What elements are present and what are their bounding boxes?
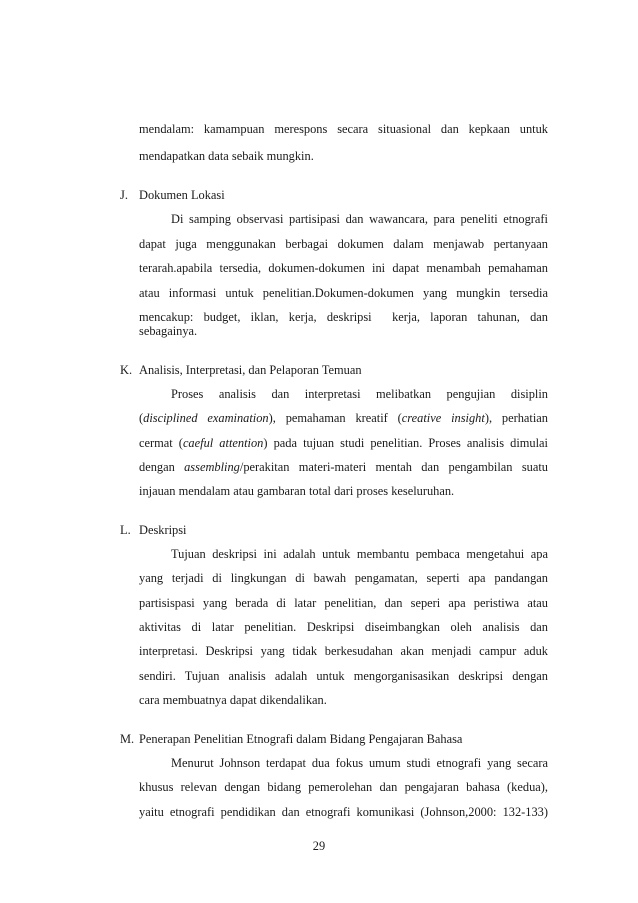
paragraph-line: atau informasi untuk penelitian.Dokumen-dokumen yang mungkin tersedia bbox=[139, 286, 548, 300]
paragraph-line: khusus relevan dengan bidang pemerolehan dan pengajaran bahasa (kedua), bbox=[139, 780, 548, 794]
section-title: Deskripsi bbox=[139, 523, 187, 537]
paragraph-line: Tujuan deskripsi ini adalah untuk membantu pembaca mengetahui apa bbox=[171, 547, 548, 561]
italic-term: assembling bbox=[184, 460, 240, 474]
paragraph-line: terarah.apabila tersedia, dokumen-dokumen ini dapat menambah pemahaman bbox=[139, 261, 548, 275]
paragraph-line: Menurut Johnson terdapat dua fokus umum studi etnografi yang secara bbox=[171, 756, 548, 770]
section-letter: K. bbox=[120, 363, 133, 377]
paragraph-line: Di samping observasi partisipasi dan wawancara, para peneliti etnografi bbox=[171, 212, 548, 226]
paragraph-line: interpretasi. Deskripsi yang tidak berkesudahan akan menjadi campur aduk bbox=[139, 644, 548, 658]
intro-line: mendapatkan data sebaik mungkin. bbox=[139, 149, 314, 163]
paragraph-line: sebagainya. bbox=[139, 324, 198, 338]
paragraph-line: yang terjadi di lingkungan di bawah pengamatan, seperti apa pandangan bbox=[139, 571, 548, 585]
paragraph-line: (disciplined examination), pemahaman kreatif (creative insight), perhatian bbox=[139, 411, 548, 425]
section-letter: M. bbox=[120, 732, 135, 746]
paragraph-line: Proses analisis dan interpretasi melibatkan pengujian disiplin bbox=[171, 387, 548, 401]
section-title: Dokumen Lokasi bbox=[139, 188, 225, 202]
section-letter: J. bbox=[120, 188, 128, 202]
paragraph-line: cermat (caeful attention) pada tujuan studi penelitian. Proses analisis dimulai bbox=[139, 436, 548, 450]
paragraph-line: partisispasi yang berada di latar penelitian, dan seperi apa peristiwa atau bbox=[139, 596, 548, 610]
paragraph-line: dengan assembling/perakitan materi-materi mentah dan pengambilan suatu bbox=[139, 460, 548, 474]
italic-term: caeful attention bbox=[182, 436, 264, 450]
paragraph-line: aktivitas di latar penelitian. Deskripsi diseimbangkan oleh analisis dan bbox=[139, 620, 548, 634]
section-heading-l bbox=[120, 522, 187, 538]
section-heading-m bbox=[120, 731, 462, 747]
section-heading-j bbox=[120, 187, 225, 203]
paragraph-line: dapat juga menggunakan berbagai dokumen dalam menjawab pertanyaan bbox=[139, 237, 548, 251]
paragraph-line: yaitu etnografi pendidikan dan etnografi komunikasi (Johnson,2000: 132-133) bbox=[139, 805, 548, 819]
italic-term: disciplined examination bbox=[143, 411, 269, 425]
section-letter: L. bbox=[120, 523, 131, 537]
section-heading-k bbox=[120, 362, 362, 378]
paragraph-line: cara membuatnya dapat dikendalikan. bbox=[139, 693, 327, 707]
intro-line: mendalam: kamampuan merespons secara situasional dan kepkaan untuk bbox=[139, 122, 548, 136]
paragraph-line: sendiri. Tujuan analisis adalah untuk mengorganisasikan deskripsi dengan bbox=[139, 669, 548, 683]
paragraph-line: injauan mendalam atau gambaran total dari proses keseluruhan. bbox=[139, 484, 455, 498]
italic-term: creative insight bbox=[401, 411, 485, 425]
section-title: Penerapan Penelitian Etnografi dalam Bidang Pengajaran Bahasa bbox=[139, 732, 463, 746]
paragraph-line: mencakup: budget, iklan, kerja, deskripsi kerja, laporan tahunan, dan bbox=[139, 310, 548, 324]
section-title: Analisis, Interpretasi, dan Pelaporan Temuan bbox=[139, 363, 362, 377]
page-number: 29 bbox=[312, 839, 326, 853]
